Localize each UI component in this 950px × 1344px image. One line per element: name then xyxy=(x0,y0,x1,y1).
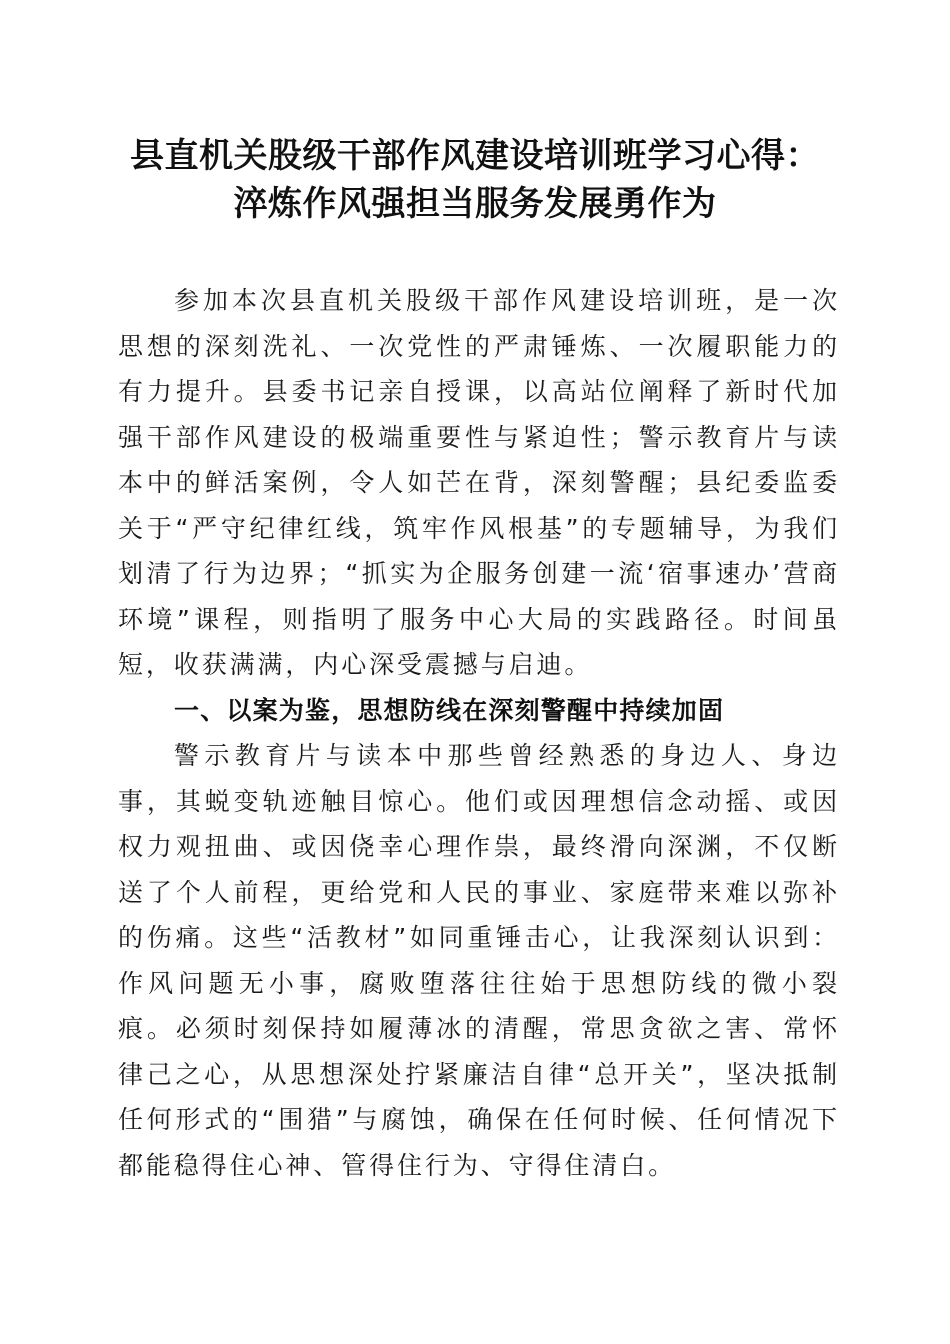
title-line-1: 县直机关股级干部作风建设培训班学习心得： xyxy=(130,136,820,176)
document-body xyxy=(118,278,840,1188)
title-line-2: 淬炼作风强担当服务发展勇作为 xyxy=(233,184,717,224)
paragraph-section-1: 警示教育片与读本中那些曾经熟悉的身边人、身边事，其蜕变轨迹触目惊心。他们或因理想信念动摇、或因权力观扭曲、或因侥幸心理作祟，最终滑向深渊，不仅断送了个人前程，更给党和人民的事业、家庭带来难以弥补的伤痛。这些“活教材”如同重锤击心，让我深刻认识到：作风问题无小事，腐败堕落往往始于思想防线的微小裂痕。必须时刻保持如履薄冰的清醒，常思贪欲之害、常怀律己之心，从思想深处拧紧廉洁自律“总开关”，坚决抵制任何形式的“围猎”与腐蚀，确保在任何时候、任何情况下都能稳得住心神、管得住行为、守得住清白。 xyxy=(118,741,840,1180)
section-heading-1: 一、以案为鉴，思想防线在深刻警醒中持续加固 xyxy=(174,695,725,725)
paragraph-intro: 参加本次县直机关股级干部作风建设培训班，是一次思想的深刻洗礼、一次党性的严肃锤炼、一次履职能力的有力提升。县委书记亲自授课，以高站位阐释了新时代加强干部作风建设的极端重要性与紧迫性；警示教育片与读本中的鲜活案例，令人如芒在背，深刻警醒；县纪委监委关于“严守纪律红线，筑牢作风根基”的专题辅导，为我们划清了行为边界；“抓实为企服务创建一流‘宿事速办’营商环境”课程，则指明了服务中心大局的实践路径。时间虽短，收获满满，内心深受震撼与启迪。 xyxy=(118,286,840,679)
document-title xyxy=(90,132,860,228)
